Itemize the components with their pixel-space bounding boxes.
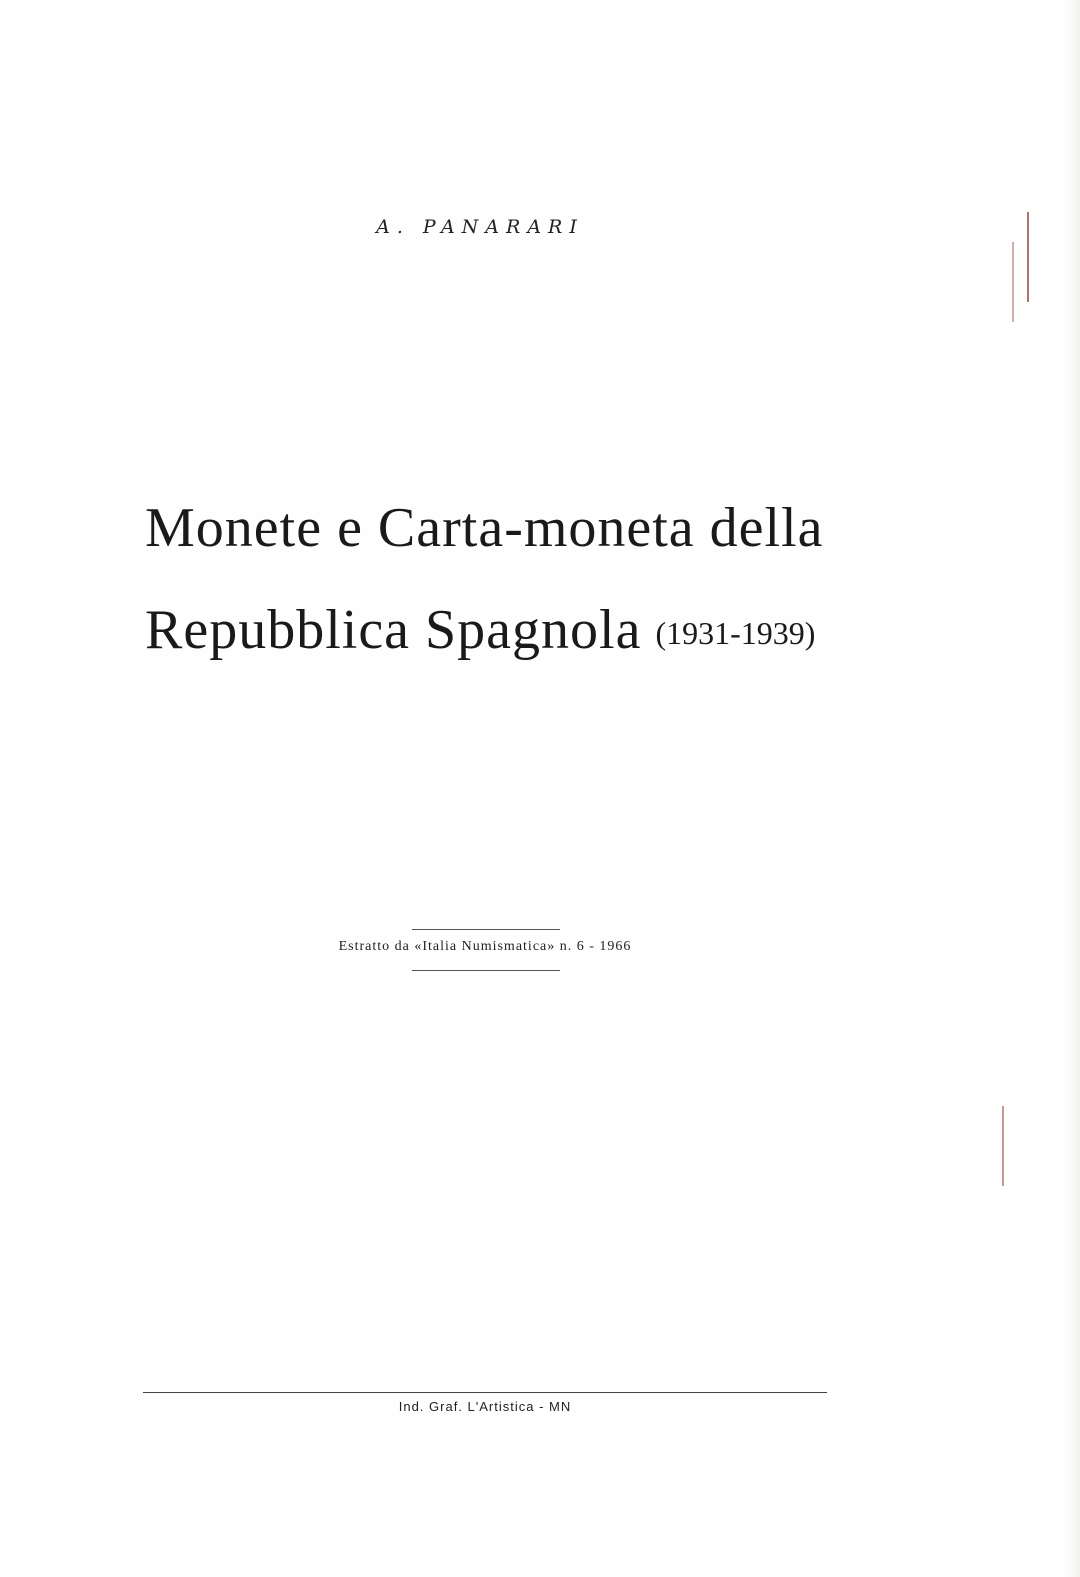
page-edge-shadow xyxy=(1064,0,1080,1577)
printer-imprint: Ind. Graf. L'Artistica - MN xyxy=(398,1399,572,1414)
margin-mark xyxy=(1027,212,1029,302)
title-years: (1931-1939) xyxy=(655,615,816,651)
title-line-1: Monete e Carta-moneta della xyxy=(145,497,824,559)
author-name: A. PANARARI xyxy=(376,216,584,238)
footer-divider xyxy=(143,1392,827,1393)
divider-top xyxy=(412,929,560,930)
divider-bottom xyxy=(412,970,560,971)
title-line-2-text: Repubblica Spagnola xyxy=(145,599,642,661)
margin-mark xyxy=(1002,1106,1004,1186)
extract-note: Estratto da «Italia Numismatica» n. 6 - 1966 xyxy=(338,939,632,954)
margin-mark xyxy=(1012,242,1014,322)
title-line-2 xyxy=(145,598,815,662)
